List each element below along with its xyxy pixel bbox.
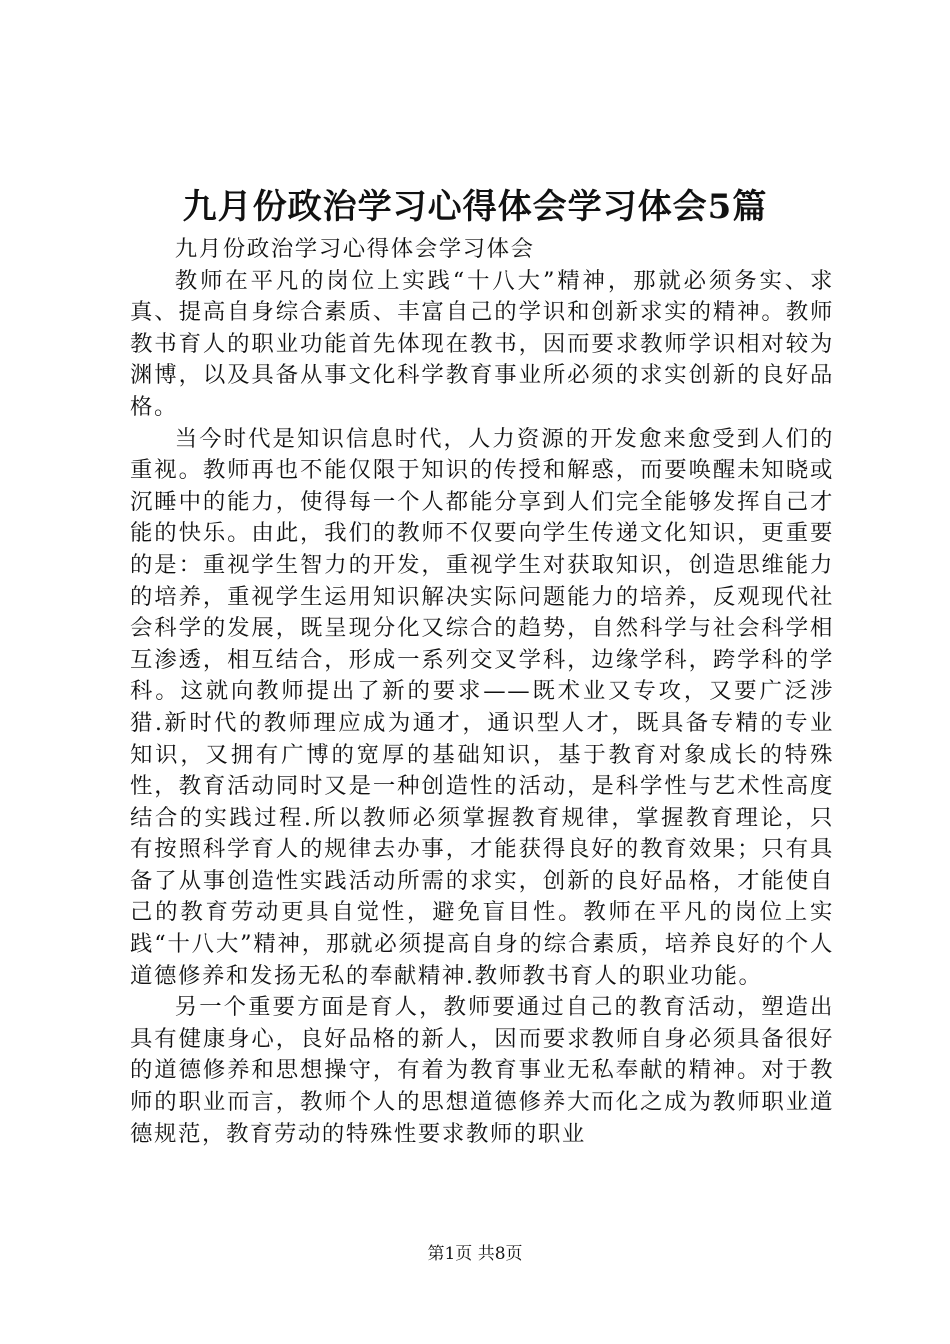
page-number-footer: 第1页 共8页 <box>427 1244 523 1264</box>
document-body <box>130 234 834 1150</box>
subtitle-paragraph: 九月份政治学习心得体会学习体会 <box>174 236 535 262</box>
body-paragraph: 另一个重要方面是育人，教师要通过自己的教育活动，塑造出具有健康身心，良好品格的新人，因而要求教师自身必须具备很好的道德修养和思想操守，有着为教育事业无私奉献的精神。对于教师的职业而言，教师个人的思想道德修养大而化之成为教师职业道德规范，教育劳动的特殊性要求教师的职业 <box>130 994 834 1147</box>
document-title: 九月份政治学习心得体会学习体会5篇 <box>182 187 768 227</box>
body-paragraph: 教师在平凡的岗位上实践“十八大”精神，那就必须务实、求真、提高自身综合素质、丰富自己的学识和创新求实的精神。教师教书育人的职业功能首先体现在教书，因而要求教师学识相对较为渊博，以及具备从事文化科学教育事业所必须的求实创新的良好品格。 <box>130 267 834 420</box>
body-paragraph: 当今时代是知识信息时代，人力资源的开发愈来愈受到人们的重视。教师再也不能仅限于知识的传授和解惑，而要唤醒未知晓或沉睡中的能力，使得每一个人都能分享到人们完全能够发挥自己才能的快乐。由此，我们的教师不仅要向学生传递文化知识，更重要的是：重视学生智力的开发，重视学生对获取知识，创造思维能力的培养，重视学生运用知识解决实际问题能力的培养，反观现代社会科学的发展，既呈现分化又综合的趋势，自然科学与社会科学相互渗透，相互结合，形成一系列交叉学科，边缘学科，跨学科的学科。这就向教师提出了新的要求——既术业又专攻，又要广泛涉猎.新时代的教师理应成为通才，通识型人才，既具备专精的专业知识，又拥有广博的宽厚的基础知识，基于教育对象成长的特殊性，教育活动同时又是一种创造性的活动，是科学性与艺术性高度结合的实践过程.所以教师必须掌握教育规律，掌握教育理论，只有按照科学育人的规律去办事，才能获得良好的教育效果；只有具备了从事创造性实践活动所需的求实，创新的良好品格，才能使自己的教育劳动更具自觉性，避免盲目性。教师在平凡的岗位上实践“十八大”精神，那就必须提高自身的综合素质，培养良好的个人道德修养和发扬无私的奉献精神.教师教书育人的职业功能。 <box>130 425 834 989</box>
